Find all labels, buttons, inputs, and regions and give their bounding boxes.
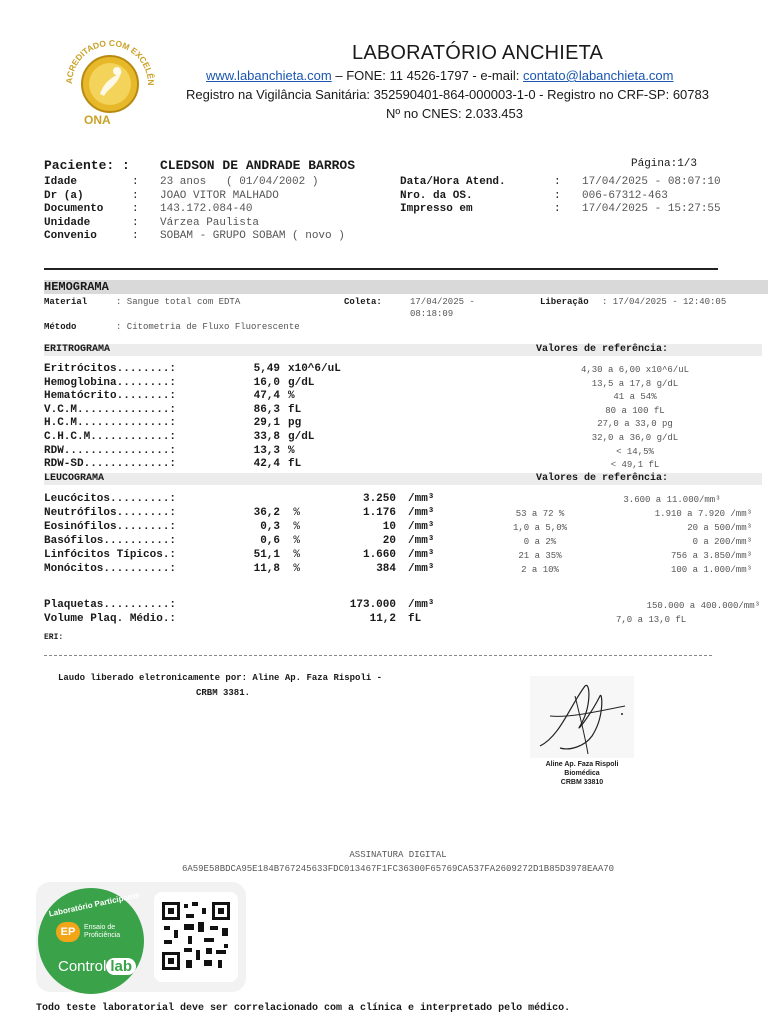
row-label: Plaquetas..........:: [44, 599, 177, 611]
ref-value: < 49,1 fL: [610, 460, 660, 471]
row-value: 42,4: [253, 458, 280, 471]
table-row: [44, 520, 434, 534]
row-label: Hematócrito........:: [44, 390, 177, 403]
material-label: Material: [44, 297, 88, 307]
row-unit: /mm³: [408, 521, 435, 533]
website-link[interactable]: www.labanchieta.com: [206, 68, 332, 83]
seal-brand: ONA: [84, 113, 111, 127]
ref-value: 27,0 a 33,0 pg: [597, 419, 673, 430]
email-link[interactable]: contato@labanchieta.com: [522, 68, 674, 83]
digital-signature-title: ASSINATURA DIGITAL: [349, 850, 447, 860]
patient-fields: [44, 176, 345, 244]
row-label: Leucócitos.........:: [44, 493, 177, 505]
ref-pct: 1,0 a 5,0%: [512, 523, 567, 533]
eritrograma-ref-title: Valores de referência:: [536, 344, 669, 355]
exam-title: HEMOGRAMA: [44, 280, 109, 294]
ref-abs: 1.910 a 7.920 /mm³: [654, 509, 752, 519]
field-value: Várzea Paulista: [160, 216, 260, 229]
row-unit: %: [288, 390, 295, 403]
field-value: 23 anos ( 01/04/2002 ): [160, 176, 319, 188]
results-divider: [44, 655, 712, 656]
row-unit: g/dL: [288, 430, 315, 443]
coleta-label: Coleta:: [344, 297, 382, 307]
metodo-label: Método: [44, 322, 77, 332]
ref-abs: 20 a 500/mm³: [687, 523, 752, 533]
phone-text: – FONE: 11 4526-1797 - e-mail:: [331, 68, 523, 83]
table-row: [44, 492, 434, 506]
ref-abs: 0 a 200/mm³: [692, 537, 752, 547]
row-unit: fL: [288, 458, 302, 471]
field-value: SOBAM - GRUPO SOBAM ( novo ): [160, 230, 345, 242]
table-row: [44, 548, 434, 562]
controllab-brand-2: lab: [106, 958, 136, 975]
table-row: [44, 506, 434, 520]
row-label: Basófilos..........:: [44, 535, 177, 547]
table-row: [44, 612, 434, 626]
field-value: JOAO VITOR MALHADO: [160, 189, 279, 202]
table-row: [44, 431, 341, 445]
signer-reg: CRBM 33810: [560, 779, 604, 786]
row-value: 16,0: [253, 376, 280, 389]
row-label: Hemoglobina........:: [44, 376, 177, 389]
visit-sep: :: [554, 176, 561, 188]
liberacao-label: Liberação: [540, 297, 589, 307]
controllab-badge: [36, 882, 246, 992]
table-row: [44, 598, 434, 612]
visit-label: Nro. da OS.: [400, 189, 473, 202]
seal-arc-text: ACREDITADO COM EXCELÊN: [63, 37, 157, 86]
ref-value: < 14,5%: [616, 446, 654, 457]
footer-disclaimer: Todo teste laboratorial deve ser correlacionado com a clínica e interpretado pelo médico.: [36, 1003, 571, 1014]
visit-label: Impresso em: [400, 203, 473, 215]
signature-caption: [530, 760, 634, 787]
qr-frame: [154, 892, 238, 982]
ref-value: 4,30 a 6,00 x10^6/uL: [580, 365, 690, 375]
row-label: C.H.C.M............:: [44, 430, 177, 443]
lab-name: LABORATÓRIO ANCHIETA: [352, 42, 604, 64]
leucograma-title: LEUCOGRAMA: [44, 473, 105, 484]
release-line-2: CRBM 3381.: [196, 688, 251, 698]
registry-line: Registro na Vigilância Sanitária: 352590401-864-000003-1-0 - Registro no CRF-SP: 60783: [186, 87, 709, 102]
patient-name: CLEDSON DE ANDRADE BARROS: [160, 158, 356, 173]
row-value: 5,49: [253, 363, 280, 375]
table-row: [44, 458, 341, 472]
field-label: Dr (a): [44, 189, 84, 202]
ep-text-2: Proficiência: [84, 932, 121, 939]
signer-name: Aline Ap. Faza Rispoli: [545, 761, 619, 768]
field-label: Documento: [44, 203, 104, 215]
field-sep: :: [132, 216, 139, 229]
row-abs: 20: [382, 535, 396, 547]
contact-line: [206, 68, 674, 83]
eri-label: ERI:: [44, 633, 64, 642]
visit-value: 17/04/2025 - 08:07:10: [582, 176, 721, 188]
ref-pct: 2 a 10%: [521, 565, 559, 575]
row-unit: /mm³: [408, 507, 435, 519]
field-sep: :: [132, 230, 139, 242]
ep-label: [84, 924, 120, 940]
field-label: Unidade: [44, 216, 91, 229]
metodo-value: : Citometria de Fluxo Fluorescente: [116, 322, 300, 332]
row-label: RDW................:: [44, 444, 177, 457]
row-unit: /mm³: [408, 563, 435, 575]
coleta-date: 17/04/2025 -: [410, 297, 475, 307]
visit-value: 17/04/2025 - 15:27:55: [582, 203, 721, 215]
ref-value: 41 a 54%: [613, 392, 657, 403]
row-unit: pg: [288, 417, 302, 430]
digital-signature-hash: 6A59E58BDCA95E184B767245633FDC013467F1FC36300F65769CA537FA2609272D1B85D3978EAA70: [181, 864, 615, 874]
ref-value: 13,5 a 17,8 g/dL: [591, 378, 679, 389]
row-value: 86,3: [253, 403, 280, 416]
ref-abs: 100 a 1.000/mm³: [670, 565, 752, 575]
field-sep: :: [132, 176, 139, 188]
signer-role: Biomédica: [564, 770, 600, 777]
row-label: Volume Plaq. Médio.:: [44, 613, 177, 625]
row-value: 33,8: [253, 430, 280, 443]
row-value: 29,1: [253, 417, 280, 430]
eritrograma-refs: [540, 364, 730, 473]
ref-pct: 0 a 2%: [523, 537, 557, 547]
table-row: [44, 417, 341, 431]
visit-fields: [400, 176, 721, 217]
liberacao-value: : 17/04/2025 - 12:40:05: [602, 297, 727, 307]
ref-abs: 756 a 3.850/mm³: [670, 551, 752, 561]
ref-pct: 21 a 35%: [518, 551, 562, 561]
row-unit: /mm³: [408, 535, 435, 547]
row-pct: 11,8: [253, 563, 280, 575]
eritrograma-table: [44, 363, 341, 472]
visit-label: Data/Hora Atend.: [400, 176, 506, 188]
row-unit: x10^6/uL: [288, 363, 341, 375]
release-line-1: Laudo liberado eletronicamente por: Aline Ap. Faza Rispoli -: [58, 673, 383, 683]
table-row: [44, 377, 341, 391]
row-pct-unit: %: [293, 549, 300, 561]
row-pct: 0,6: [260, 535, 280, 547]
field-value: 143.172.084-40: [160, 203, 253, 215]
row-pct: 0,3: [260, 521, 280, 533]
row-value: 11,2: [369, 613, 396, 625]
eritrograma-title: ERITROGRAMA: [44, 344, 111, 355]
controllab-logo: [58, 958, 136, 975]
row-unit: /mm³: [408, 549, 435, 561]
row-label: Eosinófilos........:: [44, 521, 177, 533]
visit-sep: :: [554, 189, 561, 202]
ref-pct: 53 a 72 %: [515, 509, 565, 519]
field-label: Convenio: [44, 230, 97, 242]
row-pct-unit: %: [293, 535, 300, 547]
row-label: H.C.M..............:: [44, 417, 177, 430]
ep-icon: EP: [56, 922, 80, 942]
row-unit: fL: [288, 403, 302, 416]
accreditation-seal: [62, 36, 158, 128]
exam-section-bar: [44, 280, 768, 294]
table-row: [44, 404, 341, 418]
table-row: [44, 534, 434, 548]
table-row: [44, 445, 341, 459]
row-label: Eritrócitos........:: [44, 363, 177, 375]
ref-value: 7,0 a 13,0 fL: [616, 615, 687, 625]
controllab-brand-1: Control: [58, 958, 107, 975]
visit-sep: :: [554, 203, 561, 215]
row-abs: 3.250: [362, 493, 396, 505]
row-abs: 10: [382, 521, 396, 533]
row-unit: /mm³: [408, 599, 435, 611]
row-unit: %: [288, 444, 295, 457]
row-label: RDW-SD.............:: [44, 458, 177, 471]
row-pct-unit: %: [293, 507, 300, 519]
cnes-line: Nº no CNES: 2.033.453: [386, 106, 523, 121]
patient-label: Paciente: :: [44, 158, 130, 173]
row-abs: 384: [376, 563, 396, 575]
plaquetas-refs: [592, 599, 760, 627]
field-sep: :: [132, 203, 139, 215]
page-number: Página:1/3: [631, 158, 698, 170]
row-unit: /mm³: [408, 493, 435, 505]
row-pct: 36,2: [253, 507, 280, 519]
row-unit: fL: [408, 613, 422, 625]
ref-value: 80 a 100 fL: [605, 405, 665, 416]
leucograma-refs: [488, 493, 758, 577]
material-value: : Sangue total com EDTA: [116, 297, 241, 307]
row-value: 13,3: [253, 444, 280, 457]
table-row: [44, 390, 341, 404]
leucograma-table: [44, 492, 434, 576]
row-abs: 1.176: [362, 507, 396, 519]
row-pct-unit: %: [293, 563, 300, 575]
row-value: 47,4: [253, 390, 280, 403]
ref-value: 150.000 a 400.000/mm³: [646, 601, 760, 611]
ep-text-1: Ensaio de: [84, 924, 116, 931]
row-pct: 51,1: [253, 549, 280, 561]
coleta-time: 08:18:09: [410, 309, 454, 319]
header-divider: [44, 268, 718, 270]
signature-image: [530, 676, 634, 758]
row-unit: g/dL: [288, 376, 315, 389]
plaquetas-table: [44, 598, 434, 626]
row-label: Linfócitos Típicos.:: [44, 549, 177, 561]
ref-value: 32,0 a 36,0 g/dL: [591, 432, 679, 443]
qr-code-icon[interactable]: [160, 900, 232, 972]
row-label: Neutrófilos........:: [44, 507, 177, 519]
field-label: Idade: [44, 176, 78, 188]
participant-text: Laboratório Participante: [48, 890, 141, 919]
field-sep: :: [132, 189, 139, 202]
table-row: [44, 562, 434, 576]
row-value: 173.000: [349, 599, 396, 611]
row-pct-unit: %: [293, 521, 300, 533]
ref-abs: 3.600 a 11.000/mm³: [623, 495, 721, 505]
row-label: V.C.M..............:: [44, 403, 177, 416]
visit-value: 006-67312-463: [582, 189, 668, 202]
leucograma-ref-title: Valores de referência:: [536, 473, 669, 484]
table-row: [44, 363, 341, 377]
row-label: Monócitos..........:: [44, 563, 177, 575]
row-abs: 1.660: [362, 549, 396, 561]
